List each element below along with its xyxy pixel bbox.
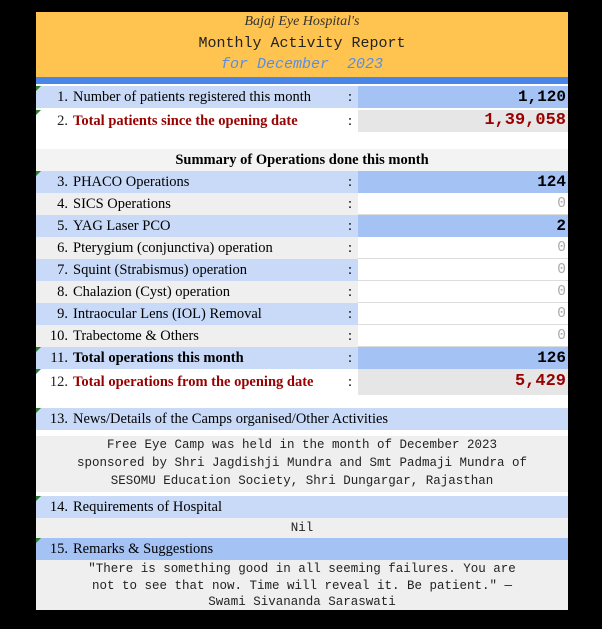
row-patients-total <box>36 110 568 132</box>
row-label: Pterygium (conjunctiva) operation <box>73 240 273 256</box>
operations-heading: Summary of Operations done this month <box>36 149 568 171</box>
row-number: 9. <box>57 306 68 322</box>
row-phaco <box>36 171 568 193</box>
row-value: 1,39,058 <box>358 110 568 132</box>
row-number: 10. <box>49 328 68 344</box>
row-label: Total operations this month <box>73 350 244 366</box>
report-sheet <box>36 12 568 610</box>
requirements-text <box>36 518 568 538</box>
row-chalazion <box>36 281 568 303</box>
cell-note-marker <box>36 408 41 413</box>
row-number: 2. <box>57 113 68 129</box>
row-colon: : <box>348 240 353 256</box>
row-number: 13. <box>49 411 68 427</box>
row-label: Chalazion (Cyst) operation <box>73 284 231 300</box>
news-text <box>36 436 568 492</box>
row-value: 0 <box>358 259 568 281</box>
row-colon: : <box>348 306 353 322</box>
row-label: Intraocular Lens (IOL) Removal <box>73 306 262 322</box>
row-value: 5,429 <box>358 369 568 395</box>
row-label: YAG Laser PCO <box>73 218 171 234</box>
row-colon: : <box>348 328 353 344</box>
row-value: 0 <box>358 303 568 325</box>
row-value: 0 <box>358 237 568 259</box>
row-value: 126 <box>358 347 568 369</box>
row-value: 124 <box>358 171 568 193</box>
row-number: 3. <box>57 174 68 190</box>
row-label: Total patients since the opening date <box>73 113 298 129</box>
row-number: 12. <box>49 374 68 390</box>
row-colon: : <box>348 262 353 278</box>
row-yag <box>36 215 568 237</box>
news-heading <box>36 408 568 430</box>
row-colon: : <box>348 374 353 390</box>
row-iol-removal <box>36 303 568 325</box>
row-total-month <box>36 347 568 369</box>
row-label: Squint (Strabismus) operation <box>73 262 247 278</box>
row-number: 4. <box>57 196 68 212</box>
requirements-value: Nil <box>290 521 314 535</box>
row-number: 15. <box>49 541 68 557</box>
row-number: 5. <box>57 218 68 234</box>
report-header <box>36 12 568 77</box>
row-label: Requirements of Hospital <box>73 499 223 515</box>
row-number: 11. <box>50 350 68 366</box>
row-total-opening <box>36 369 568 395</box>
remarks-heading <box>36 538 568 560</box>
row-trabectome <box>36 325 568 347</box>
row-number: 14. <box>49 499 68 515</box>
row-number: 6. <box>57 240 68 256</box>
row-colon: : <box>348 284 353 300</box>
row-patients-month <box>36 86 568 108</box>
row-pterygium <box>36 237 568 259</box>
row-colon: : <box>348 113 353 129</box>
cell-note-marker <box>36 538 41 543</box>
remarks-line: "There is something good in all seeming failures. You are <box>88 562 516 576</box>
row-value: 0 <box>358 193 568 215</box>
report-title: Monthly Activity Report <box>198 35 406 52</box>
row-squint <box>36 259 568 281</box>
report-period: for December 2023 <box>220 56 384 73</box>
cell-note-marker <box>36 496 41 501</box>
row-label: Trabectome & Others <box>73 328 199 344</box>
row-number: 1. <box>57 89 68 105</box>
row-value: 2 <box>358 215 568 237</box>
news-line: Free Eye Camp was held in the month of December 2023 <box>106 438 498 452</box>
remarks-text <box>36 560 568 610</box>
row-value: 1,120 <box>358 86 568 108</box>
row-colon: : <box>348 174 353 190</box>
row-colon: : <box>348 89 353 105</box>
news-line: SESOMU Education Society, Shri Dungargar, Rajasthan <box>110 474 494 488</box>
row-colon: : <box>348 350 353 366</box>
remarks-line: not to see that now. Time will reveal it. Be patient." — <box>91 578 513 593</box>
row-colon: : <box>348 196 353 212</box>
row-label: Remarks & Suggestions <box>73 541 214 557</box>
hospital-name: Bajaj Eye Hospital's <box>244 14 360 29</box>
row-label: SICS Operations <box>73 196 171 212</box>
row-colon: : <box>348 218 353 234</box>
news-line: sponsored by Shri Jagdishji Mundra and Smt Padmaji Mundra of <box>76 456 528 470</box>
row-number: 7. <box>57 262 68 278</box>
requirements-heading <box>36 496 568 518</box>
row-label: Number of patients registered this month <box>73 89 311 105</box>
row-value: 0 <box>358 325 568 347</box>
header-divider <box>36 77 568 84</box>
row-sics <box>36 193 568 215</box>
row-value: 0 <box>358 281 568 303</box>
row-label: Total operations from the opening date <box>73 374 314 390</box>
row-label: News/Details of the Camps organised/Other Activities <box>73 411 389 427</box>
remarks-line: Swami Sivananda Saraswati <box>208 595 396 609</box>
row-number: 8. <box>57 284 68 300</box>
row-label: PHACO Operations <box>73 174 190 190</box>
